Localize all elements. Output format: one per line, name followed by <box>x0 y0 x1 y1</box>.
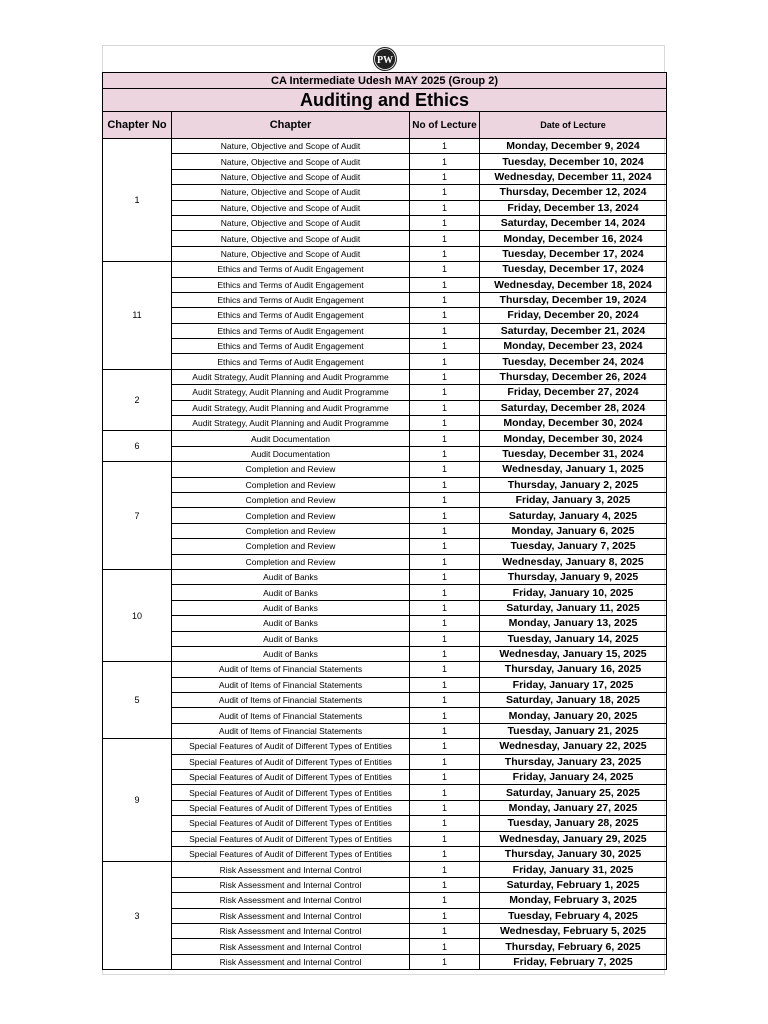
table-row <box>103 277 667 292</box>
course-title: CA Intermediate Udesh MAY 2025 (Group 2) <box>103 73 667 89</box>
chapter-cell: Nature, Objective and Scope of Audit <box>172 154 410 169</box>
chapter-no-cell: 6 <box>103 431 172 462</box>
chapter-no-cell: 7 <box>103 462 172 570</box>
lecture-date-cell: Thursday, December 26, 2024 <box>480 369 667 384</box>
lecture-count-cell: 1 <box>410 446 480 461</box>
table-row <box>103 246 667 261</box>
chapter-cell: Risk Assessment and Internal Control <box>172 923 410 938</box>
chapter-cell: Completion and Review <box>172 523 410 538</box>
header-date-of-lecture: Date of Lecture <box>480 112 667 139</box>
lecture-count-cell: 1 <box>410 185 480 200</box>
lecture-count-cell: 1 <box>410 200 480 215</box>
lecture-date-cell: Thursday, January 16, 2025 <box>480 662 667 677</box>
lecture-date-cell: Monday, January 27, 2025 <box>480 800 667 815</box>
lecture-count-cell: 1 <box>410 477 480 492</box>
chapter-cell: Special Features of Audit of Different Types of Entities <box>172 739 410 754</box>
lecture-count-cell: 1 <box>410 723 480 738</box>
table-row <box>103 631 667 646</box>
table-row <box>103 877 667 892</box>
lecture-count-cell: 1 <box>410 508 480 523</box>
lecture-date-cell: Thursday, January 23, 2025 <box>480 754 667 769</box>
chapter-cell: Completion and Review <box>172 539 410 554</box>
table-row <box>103 139 667 154</box>
table-row <box>103 862 667 877</box>
chapter-cell: Nature, Objective and Scope of Audit <box>172 185 410 200</box>
chapter-cell: Audit Strategy, Audit Planning and Audit Programme <box>172 400 410 415</box>
lecture-date-cell: Monday, December 30, 2024 <box>480 431 667 446</box>
table-row <box>103 446 667 461</box>
lecture-count-cell: 1 <box>410 277 480 292</box>
lecture-date-cell: Thursday, February 6, 2025 <box>480 939 667 954</box>
table-row <box>103 354 667 369</box>
lecture-date-cell: Saturday, December 14, 2024 <box>480 215 667 230</box>
chapter-no-cell: 2 <box>103 369 172 431</box>
table-row <box>103 585 667 600</box>
table-row <box>103 416 667 431</box>
table-row <box>103 308 667 323</box>
chapter-cell: Audit Documentation <box>172 446 410 461</box>
lecture-date-cell: Saturday, December 28, 2024 <box>480 400 667 415</box>
lecture-count-cell: 1 <box>410 893 480 908</box>
lecture-date-cell: Thursday, December 19, 2024 <box>480 292 667 307</box>
chapter-cell: Ethics and Terms of Audit Engagement <box>172 308 410 323</box>
table-row <box>103 754 667 769</box>
chapter-cell: Audit of Banks <box>172 646 410 661</box>
table-row <box>103 693 667 708</box>
chapter-cell: Audit of Banks <box>172 631 410 646</box>
table-row <box>103 770 667 785</box>
chapter-cell: Completion and Review <box>172 477 410 492</box>
chapter-cell: Completion and Review <box>172 554 410 569</box>
table-row <box>103 816 667 831</box>
chapter-cell: Audit of Items of Financial Statements <box>172 677 410 692</box>
lecture-count-cell: 1 <box>410 739 480 754</box>
lecture-date-cell: Monday, February 3, 2025 <box>480 893 667 908</box>
lecture-date-cell: Wednesday, January 22, 2025 <box>480 739 667 754</box>
lecture-count-cell: 1 <box>410 816 480 831</box>
lecture-count-cell: 1 <box>410 308 480 323</box>
chapter-cell: Special Features of Audit of Different Types of Entities <box>172 846 410 861</box>
chapter-cell: Completion and Review <box>172 508 410 523</box>
lecture-date-cell: Monday, December 16, 2024 <box>480 231 667 246</box>
lecture-count-cell: 1 <box>410 770 480 785</box>
chapter-cell: Risk Assessment and Internal Control <box>172 877 410 892</box>
table-row <box>103 215 667 230</box>
chapter-no-cell: 11 <box>103 262 172 370</box>
chapter-cell: Ethics and Terms of Audit Engagement <box>172 354 410 369</box>
lecture-count-cell: 1 <box>410 954 480 969</box>
lecture-date-cell: Wednesday, January 15, 2025 <box>480 646 667 661</box>
lecture-count-cell: 1 <box>410 585 480 600</box>
table-row <box>103 785 667 800</box>
lecture-date-cell: Wednesday, February 5, 2025 <box>480 923 667 938</box>
table-row <box>103 477 667 492</box>
lecture-date-cell: Wednesday, December 11, 2024 <box>480 169 667 184</box>
table-row <box>103 539 667 554</box>
chapter-cell: Audit of Banks <box>172 600 410 615</box>
table-row <box>103 569 667 584</box>
subject-row <box>103 89 667 112</box>
pw-logo-text: PW <box>376 55 394 66</box>
lecture-date-cell: Monday, December 30, 2024 <box>480 416 667 431</box>
chapter-cell: Special Features of Audit of Different Types of Entities <box>172 816 410 831</box>
lecture-count-cell: 1 <box>410 369 480 384</box>
lecture-count-cell: 1 <box>410 631 480 646</box>
chapter-cell: Nature, Objective and Scope of Audit <box>172 200 410 215</box>
chapter-cell: Completion and Review <box>172 492 410 507</box>
table-row <box>103 492 667 507</box>
lecture-date-cell: Friday, January 10, 2025 <box>480 585 667 600</box>
chapter-cell: Audit of Items of Financial Statements <box>172 723 410 738</box>
table-row <box>103 893 667 908</box>
chapter-cell: Audit of Items of Financial Statements <box>172 662 410 677</box>
table-row <box>103 431 667 446</box>
chapter-cell: Risk Assessment and Internal Control <box>172 862 410 877</box>
chapter-cell: Audit of Banks <box>172 616 410 631</box>
lecture-count-cell: 1 <box>410 831 480 846</box>
lecture-count-cell: 1 <box>410 939 480 954</box>
lecture-count-cell: 1 <box>410 693 480 708</box>
chapter-cell: Nature, Objective and Scope of Audit <box>172 139 410 154</box>
lecture-date-cell: Saturday, January 11, 2025 <box>480 600 667 615</box>
lecture-date-cell: Tuesday, December 17, 2024 <box>480 246 667 261</box>
chapter-no-cell: 3 <box>103 862 172 970</box>
lecture-date-cell: Friday, January 17, 2025 <box>480 677 667 692</box>
lecture-count-cell: 1 <box>410 862 480 877</box>
chapter-no-cell: 10 <box>103 569 172 661</box>
lecture-date-cell: Saturday, January 25, 2025 <box>480 785 667 800</box>
chapter-no-cell: 5 <box>103 662 172 739</box>
lecture-date-cell: Tuesday, December 24, 2024 <box>480 354 667 369</box>
lecture-date-cell: Friday, December 27, 2024 <box>480 385 667 400</box>
lecture-count-cell: 1 <box>410 616 480 631</box>
table-row <box>103 723 667 738</box>
table-row <box>103 831 667 846</box>
table-row <box>103 508 667 523</box>
chapter-cell: Risk Assessment and Internal Control <box>172 954 410 969</box>
table-row <box>103 462 667 477</box>
lecture-count-cell: 1 <box>410 431 480 446</box>
lecture-count-cell: 1 <box>410 646 480 661</box>
lecture-date-cell: Monday, January 20, 2025 <box>480 708 667 723</box>
lecture-date-cell: Tuesday, January 21, 2025 <box>480 723 667 738</box>
table-row <box>103 600 667 615</box>
table-row <box>103 708 667 723</box>
lecture-count-cell: 1 <box>410 339 480 354</box>
table-row <box>103 231 667 246</box>
table-row <box>103 662 667 677</box>
lecture-schedule-table <box>102 72 667 970</box>
course-title-row <box>103 73 667 89</box>
subject-title: Auditing and Ethics <box>103 89 667 112</box>
chapter-cell: Nature, Objective and Scope of Audit <box>172 246 410 261</box>
table-row <box>103 800 667 815</box>
lecture-date-cell: Tuesday, January 7, 2025 <box>480 539 667 554</box>
table-row <box>103 554 667 569</box>
table-row <box>103 923 667 938</box>
table-row <box>103 908 667 923</box>
lecture-date-cell: Friday, January 24, 2025 <box>480 770 667 785</box>
lecture-count-cell: 1 <box>410 492 480 507</box>
lecture-count-cell: 1 <box>410 215 480 230</box>
chapter-cell: Audit of Banks <box>172 585 410 600</box>
lecture-date-cell: Wednesday, January 29, 2025 <box>480 831 667 846</box>
chapter-cell: Completion and Review <box>172 462 410 477</box>
lecture-count-cell: 1 <box>410 923 480 938</box>
lecture-date-cell: Tuesday, December 10, 2024 <box>480 154 667 169</box>
lecture-date-cell: Tuesday, January 14, 2025 <box>480 631 667 646</box>
table-row <box>103 739 667 754</box>
lecture-count-cell: 1 <box>410 662 480 677</box>
lecture-count-cell: 1 <box>410 908 480 923</box>
chapter-cell: Audit of Items of Financial Statements <box>172 708 410 723</box>
header-no-of-lecture: No of Lecture <box>410 112 480 139</box>
table-row <box>103 523 667 538</box>
header-chapter: Chapter <box>172 112 410 139</box>
chapter-cell: Nature, Objective and Scope of Audit <box>172 231 410 246</box>
lecture-date-cell: Tuesday, December 17, 2024 <box>480 262 667 277</box>
chapter-cell: Special Features of Audit of Different Types of Entities <box>172 754 410 769</box>
lecture-date-cell: Saturday, December 21, 2024 <box>480 323 667 338</box>
chapter-cell: Risk Assessment and Internal Control <box>172 893 410 908</box>
lecture-count-cell: 1 <box>410 523 480 538</box>
chapter-cell: Audit Documentation <box>172 431 410 446</box>
table-row <box>103 369 667 384</box>
chapter-no-cell: 1 <box>103 139 172 262</box>
lecture-count-cell: 1 <box>410 708 480 723</box>
chapter-cell: Ethics and Terms of Audit Engagement <box>172 277 410 292</box>
lecture-date-cell: Friday, January 3, 2025 <box>480 492 667 507</box>
lecture-date-cell: Monday, January 13, 2025 <box>480 616 667 631</box>
chapter-cell: Special Features of Audit of Different Types of Entities <box>172 785 410 800</box>
table-row <box>103 385 667 400</box>
lecture-count-cell: 1 <box>410 800 480 815</box>
lecture-date-cell: Saturday, January 18, 2025 <box>480 693 667 708</box>
table-row <box>103 400 667 415</box>
table-row <box>103 169 667 184</box>
lecture-count-cell: 1 <box>410 416 480 431</box>
table-row <box>103 323 667 338</box>
table-row <box>103 292 667 307</box>
table-row <box>103 185 667 200</box>
chapter-cell: Audit Strategy, Audit Planning and Audit Programme <box>172 369 410 384</box>
lecture-count-cell: 1 <box>410 539 480 554</box>
chapter-cell: Ethics and Terms of Audit Engagement <box>172 339 410 354</box>
chapter-cell: Special Features of Audit of Different Types of Entities <box>172 800 410 815</box>
table-row <box>103 677 667 692</box>
lecture-count-cell: 1 <box>410 169 480 184</box>
table-row <box>103 200 667 215</box>
lecture-date-cell: Thursday, January 9, 2025 <box>480 569 667 584</box>
lecture-count-cell: 1 <box>410 354 480 369</box>
table-row <box>103 262 667 277</box>
lecture-date-cell: Saturday, January 4, 2025 <box>480 508 667 523</box>
lecture-count-cell: 1 <box>410 846 480 861</box>
lecture-count-cell: 1 <box>410 400 480 415</box>
chapter-cell: Ethics and Terms of Audit Engagement <box>172 323 410 338</box>
lecture-count-cell: 1 <box>410 139 480 154</box>
table-row <box>103 846 667 861</box>
table-row <box>103 154 667 169</box>
lecture-count-cell: 1 <box>410 600 480 615</box>
lecture-count-cell: 1 <box>410 785 480 800</box>
lecture-date-cell: Friday, January 31, 2025 <box>480 862 667 877</box>
lecture-date-cell: Monday, December 23, 2024 <box>480 339 667 354</box>
lecture-count-cell: 1 <box>410 754 480 769</box>
lecture-count-cell: 1 <box>410 154 480 169</box>
lecture-date-cell: Friday, December 13, 2024 <box>480 200 667 215</box>
lecture-date-cell: Wednesday, January 1, 2025 <box>480 462 667 477</box>
lecture-date-cell: Tuesday, December 31, 2024 <box>480 446 667 461</box>
lecture-date-cell: Thursday, January 30, 2025 <box>480 846 667 861</box>
column-header-row <box>103 112 667 139</box>
lecture-date-cell: Tuesday, February 4, 2025 <box>480 908 667 923</box>
table-row <box>103 939 667 954</box>
lecture-date-cell: Tuesday, January 28, 2025 <box>480 816 667 831</box>
lecture-count-cell: 1 <box>410 677 480 692</box>
header-chapter-no: Chapter No <box>103 112 172 139</box>
lecture-date-cell: Saturday, February 1, 2025 <box>480 877 667 892</box>
lecture-count-cell: 1 <box>410 462 480 477</box>
chapter-cell: Special Features of Audit of Different Types of Entities <box>172 770 410 785</box>
lecture-count-cell: 1 <box>410 231 480 246</box>
chapter-cell: Risk Assessment and Internal Control <box>172 908 410 923</box>
lecture-date-cell: Wednesday, January 8, 2025 <box>480 554 667 569</box>
chapter-cell: Audit Strategy, Audit Planning and Audit Programme <box>172 385 410 400</box>
lecture-date-cell: Friday, February 7, 2025 <box>480 954 667 969</box>
chapter-cell: Audit of Banks <box>172 569 410 584</box>
lecture-date-cell: Friday, December 20, 2024 <box>480 308 667 323</box>
lecture-count-cell: 1 <box>410 246 480 261</box>
lecture-count-cell: 1 <box>410 262 480 277</box>
lecture-date-cell: Thursday, December 12, 2024 <box>480 185 667 200</box>
chapter-no-cell: 9 <box>103 739 172 862</box>
chapter-cell: Ethics and Terms of Audit Engagement <box>172 292 410 307</box>
pw-logo <box>372 46 398 72</box>
lecture-count-cell: 1 <box>410 385 480 400</box>
chapter-cell: Audit Strategy, Audit Planning and Audit Programme <box>172 416 410 431</box>
chapter-cell: Special Features of Audit of Different Types of Entities <box>172 831 410 846</box>
table-row <box>103 646 667 661</box>
lecture-count-cell: 1 <box>410 554 480 569</box>
table-row <box>103 616 667 631</box>
table-row <box>103 954 667 969</box>
lecture-count-cell: 1 <box>410 569 480 584</box>
chapter-cell: Ethics and Terms of Audit Engagement <box>172 262 410 277</box>
lecture-count-cell: 1 <box>410 323 480 338</box>
chapter-cell: Nature, Objective and Scope of Audit <box>172 169 410 184</box>
lecture-date-cell: Wednesday, December 18, 2024 <box>480 277 667 292</box>
chapter-cell: Nature, Objective and Scope of Audit <box>172 215 410 230</box>
lecture-date-cell: Monday, January 6, 2025 <box>480 523 667 538</box>
lecture-count-cell: 1 <box>410 877 480 892</box>
lecture-count-cell: 1 <box>410 292 480 307</box>
chapter-cell: Audit of Items of Financial Statements <box>172 693 410 708</box>
lecture-date-cell: Thursday, January 2, 2025 <box>480 477 667 492</box>
chapter-cell: Risk Assessment and Internal Control <box>172 939 410 954</box>
lecture-date-cell: Monday, December 9, 2024 <box>480 139 667 154</box>
table-row <box>103 339 667 354</box>
